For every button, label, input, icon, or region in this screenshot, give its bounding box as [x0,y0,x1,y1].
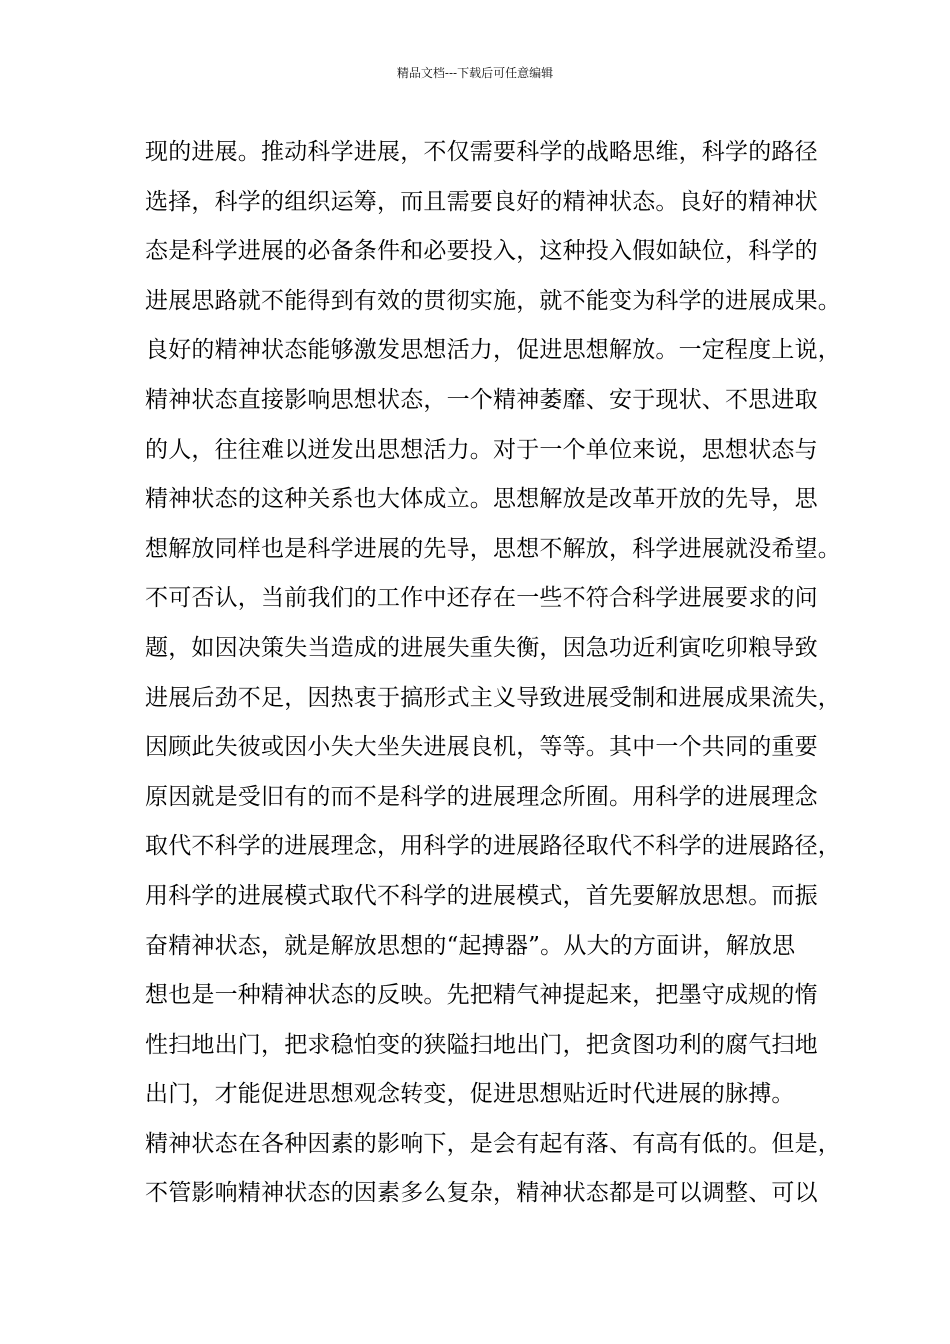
text-line: 进展思路就不能得到有效的贯彻实施，就不能变为科学的进展成果。 [145,287,841,314]
text-line: 进展后劲不足，因热衷于搞形式主义导致进展受制和进展成果流失， [145,684,841,711]
text-line: 精神状态在各种因素的影响下，是会有起有落、有高有低的。但是， [145,1130,841,1157]
document-body [145,128,841,1219]
text-line: 现的进展。推动科学进展，不仅需要科学的战略思维，科学的路径 [145,139,818,165]
page-header: 精品文档---下载后可任意编辑 [396,66,554,80]
text-line: 题，如因决策失当造成的进展失重失衡，因急功近利寅吃卯粮导致 [145,634,818,661]
text-line: 奋精神状态，就是解放思想的“起搏器”。从大的方面讲，解放思 [145,932,796,959]
text-line: 良好的精神状态能够激发思想活力，促进思想解放。一定程度上说， [145,337,841,364]
text-line: 想也是一种精神状态的反映。先把精气神提起来，把墨守成规的惰 [145,982,818,1009]
text-line: 性扫地出门，把求稳怕变的狭隘扫地出门，把贪图功利的腐气扫地 [145,1031,818,1058]
text-line: 不可否认，当前我们的工作中还存在一些不符合科学进展要求的问 [145,585,818,612]
text-line: 用科学的进展模式取代不科学的进展模式，首先要解放思想。而振 [145,882,818,909]
text-line: 取代不科学的进展理念，用科学的进展路径取代不科学的进展路径， [145,833,841,860]
text-line: 不管影响精神状态的因素多么复杂，精神状态都是可以调整、可以 [145,1180,818,1207]
text-line: 想解放同样也是科学进展的先导，思想不解放，科学进展就没希望。 [145,535,841,562]
text-line: 精神状态直接影响思想状态，一个精神萎靡、安于现状、不思进取 [145,386,818,413]
text-line: 态是科学进展的必备条件和必要投入，这种投入假如缺位，科学的 [145,238,818,265]
text-line: 原因就是受旧有的而不是科学的进展理念所囿。用科学的进展理念 [145,783,818,810]
text-line: 选择，科学的组织运筹，而且需要良好的精神状态。良好的精神状 [145,188,818,215]
text-line: 因顾此失彼或因小失大坐失进展良机，等等。其中一个共同的重要 [145,734,818,761]
text-line: 的人，往往难以迸发出思想活力。对于一个单位来说，思想状态与 [145,436,818,463]
text-line: 精神状态的这种关系也大体成立。思想解放是改革开放的先导，思 [145,486,818,513]
text-line: 出门，才能促进思想观念转变，促进思想贴近时代进展的脉搏。 [145,1081,795,1108]
